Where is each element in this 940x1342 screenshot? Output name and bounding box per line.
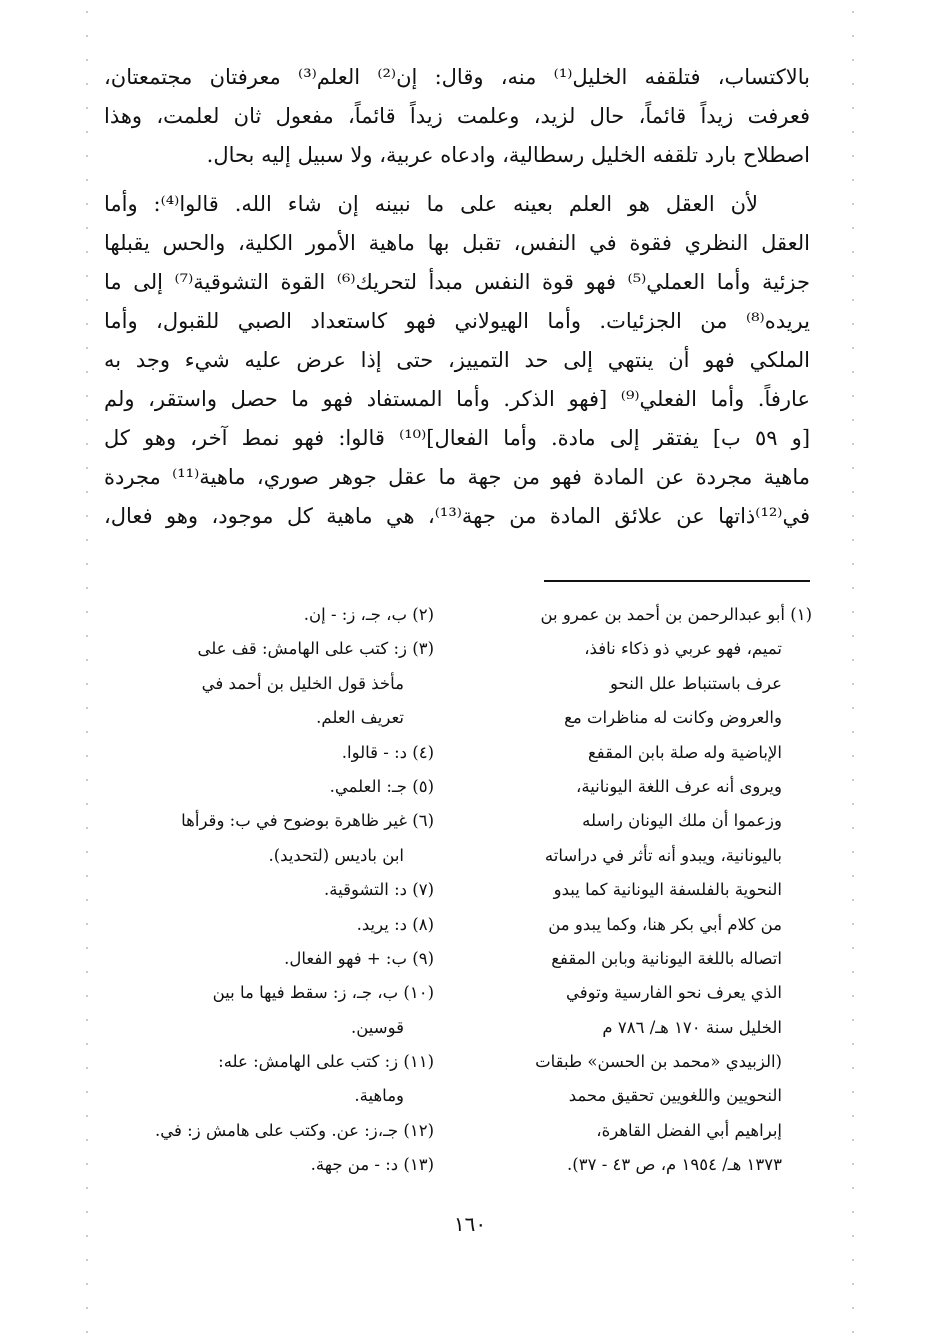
footnote-line: من كلام أبي بكر هنا، وكما يبدو من <box>548 914 782 934</box>
footnote-line: (٢) ب، جـ، ز: - إن. <box>303 605 434 624</box>
text-line: لأن العقل هو العلم بعينه على ما نبينه إن شاء الله. قالوا⁽⁴⁾: وأما <box>104 192 758 216</box>
text-line: العقل النظري فقوة في النفس، تقبل بها ماهية الأمور الكلية، والحس يقبلها <box>104 231 810 255</box>
footnote-line: (١٢) جـ،ز: عن. وكتب على هامش ز: في. <box>155 1120 434 1140</box>
footnote-line: الخليل سنة ١٧٠ هـ/ ٧٨٦ م <box>602 1017 782 1037</box>
footnote-line: (٥) جـ: العلمي. <box>329 776 434 796</box>
page-number: ١٦٠ <box>453 1212 487 1236</box>
footnote-line: الذي يعرف نحو الفارسية وتوفي <box>565 983 782 1003</box>
footnote-line: وزعموا أن ملك اليونان راسله <box>582 811 782 831</box>
footnote-line: (٩) ب: + فهو الفعال. <box>284 948 434 968</box>
main-text <box>104 58 810 536</box>
footnote-line: (الزبيدي «محمد بن الحسن» طبقات <box>535 1052 782 1072</box>
scan-margin-dots-left <box>86 0 88 1342</box>
footnote-separator <box>544 580 810 582</box>
footnote-line: ويروى أنه عرف اللغة اليونانية، <box>576 776 782 796</box>
footnote-line: تميم، فهو عربي ذو ذكاء نافذ، <box>584 639 782 659</box>
footnote-line: قوسين. <box>350 1017 404 1037</box>
text-line: [و ٥٩ ب] يفتقر إلى مادة. وأما الفعال]⁽¹⁰⁾ قالوا: فهو نمط آخر، وهو كل <box>104 426 810 450</box>
footnote-line: (٨) د: يريد. <box>356 914 434 934</box>
footnote-line: ١٣٧٣ هـ/ ١٩٥٤ م، ص ٤٣ - ٣٧). <box>567 1155 782 1175</box>
footnote-line: الإباضية وله صلة بابن المقفع <box>588 742 782 762</box>
text-line: يريده⁽⁸⁾ من الجزئيات. وأما الهيولاني فهو كاستعداد الصبي للقبول، وأما <box>104 309 810 333</box>
footnote-line: اتصاله باللغة اليونانية وبابن المقفع <box>551 948 782 968</box>
footnote-line: (١) أبو عبدالرحمن بن أحمد بن عمرو بن <box>540 605 812 624</box>
text-line: بالاكتساب، فتلقفه الخليل⁽¹⁾ منه، وقال: إن⁽²⁾ العلم⁽³⁾ معرفتان مجتمعتان، <box>104 65 810 89</box>
footnote-line: تعريف العلم. <box>316 708 404 728</box>
footnote-line: باليونانية، ويبدو أنه تأثر في دراساته <box>544 845 782 865</box>
footnote-line: مأخذ قول الخليل بن أحمد في <box>201 673 404 693</box>
footnote-line: (٧) د: التشوقية. <box>324 880 434 900</box>
footnote-line: إبراهيم أبي الفضل القاهرة، <box>596 1120 782 1140</box>
footnote-line: وماهية. <box>354 1086 404 1106</box>
footnote-line: (١٣) د: - من جهة. <box>310 1155 434 1175</box>
text-line: ماهية مجردة عن المادة فهو من جهة ما عقل جوهر صوري، ماهية⁽¹¹⁾ مجردة <box>104 465 810 489</box>
footnote-line: ابن باديس (لتحديد). <box>268 845 404 865</box>
footnote-line: النحوية بالفلسفة اليونانية كما يبدو <box>553 880 782 900</box>
text-line: عارفاً. وأما الفعلي⁽⁹⁾ [فهو الذكر. وأما المستفاد فهو ما حصل واستقر، ولم <box>104 387 810 411</box>
text-line: فعرفت زيداً قائماً، حال لزيد، وعلمت زيداً قائماً، مفعول ثان لعلمت، وهذا <box>104 104 810 128</box>
footnote-line: عرف باستنباط علل النحو <box>609 673 782 693</box>
text-line: في⁽¹²⁾ذاتها عن علائق المادة من جهة⁽¹³⁾، هي ماهية كل موجود، وهو فعال، <box>104 504 810 528</box>
text-line: اصطلاح بارد تلقفه الخليل رسطالية، وادعاه عربية، ولا سبيل إليه بحال. <box>206 143 810 167</box>
footnote-line: (٦) غير ظاهرة بوضوح في ب: وقرأها <box>181 811 434 831</box>
footnote-line: (١١) ز: كتب على الهامش: عله: <box>218 1052 434 1072</box>
text-line: جزئية وأما العملي⁽⁵⁾ فهو قوة النفس مبدأ لتحريك⁽⁶⁾ القوة التشوقية⁽⁷⁾ إلى ما <box>104 270 810 294</box>
footnotes-left-column <box>104 598 434 1183</box>
footnote-line: النحويين واللغويين تحقيق محمد <box>568 1086 782 1106</box>
text-line: الملكي فهو أن ينتهي إلى حد التمييز، حتى إذا عرض عليه شيء وجد به <box>104 348 810 372</box>
scan-margin-dots-right <box>852 0 854 1342</box>
footnote-line: (١٠) ب، جـ، ز: سقط فيها ما بين <box>212 983 434 1003</box>
footnote-line: والعروض وكانت له مناظرات مع <box>564 708 782 728</box>
footnotes-right-column <box>480 598 812 1183</box>
footnote-line: (٤) د: - قالوا. <box>341 742 434 762</box>
footnote-line: (٣) ز: كتب على الهامش: قف على <box>197 639 434 659</box>
